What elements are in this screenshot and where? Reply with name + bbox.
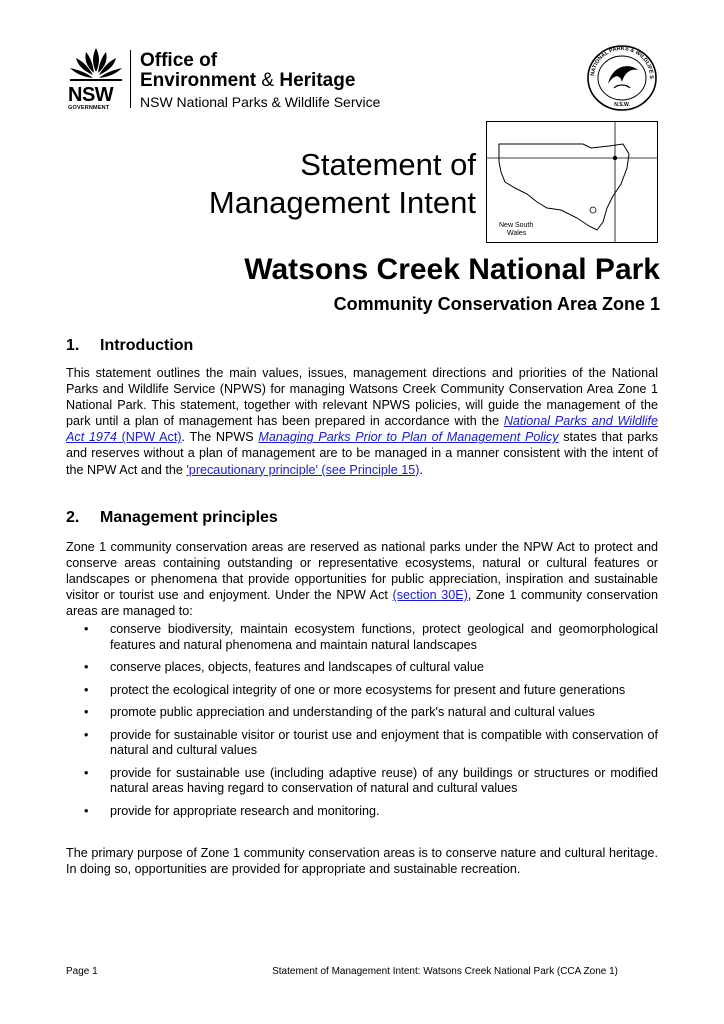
document-title: [209, 146, 476, 222]
org-name-environment: Environment: [140, 70, 262, 91]
section-heading-introduction: [66, 337, 193, 355]
npws-seal-logo: [584, 44, 660, 112]
section-number: 1.: [66, 337, 80, 354]
park-name: Watsons Creek National Park: [244, 253, 660, 286]
section-heading-management-principles: [66, 509, 278, 527]
list-item: • provide for sustainable visitor or tourist use and enjoyment that is compatible with conservation of natural and cultural values: [84, 728, 658, 759]
management-objectives-list: [84, 622, 658, 826]
primary-purpose-paragraph: The primary purpose of Zone 1 community conservation areas is to conserve nature and cultural heritage. In doing so, opportunities are provided for appropriate and sustainable recreation.: [66, 846, 658, 877]
map-caption-line1: New South: [499, 222, 534, 229]
intro-text: .: [419, 462, 423, 477]
map-caption: [499, 222, 533, 238]
precautionary-principle-link[interactable]: 'precautionary principle' (see Principle 15): [186, 462, 420, 477]
managing-parks-policy-link[interactable]: Managing Parks Prior to Plan of Management Policy: [258, 430, 559, 445]
section-30e-link[interactable]: (section 30E): [392, 588, 468, 603]
org-subtitle: NSW National Parks & Wildlife Service: [140, 94, 381, 110]
intro-text: states that parks and reserves without a plan of management are to be managed in a manner consistent with the intent of the NPW Act and the: [66, 430, 658, 477]
org-name-heritage: Heritage: [274, 70, 356, 91]
park-location-marker: [613, 156, 617, 160]
principles-text: , Zone 1 community conservation areas are managed to:: [66, 588, 659, 619]
waratah-icon: [66, 44, 126, 84]
section-title: Introduction: [100, 337, 194, 354]
section-number: 2.: [66, 509, 80, 526]
list-item: • protect the ecological integrity of one or more ecosystems for present and future generations: [84, 683, 658, 699]
nsw-wordmark: NSW: [68, 84, 114, 106]
seal-subtext: N.S.W.: [614, 102, 630, 108]
footer-document-title: Statement of Management Intent: Watsons Creek National Park (CCA Zone 1): [272, 966, 618, 977]
list-item: • promote public appreciation and understanding of the park's natural and cultural values: [84, 705, 658, 721]
location-map: [486, 121, 658, 243]
intro-text: . The NPWS: [181, 430, 259, 445]
list-item: • conserve biodiversity, maintain ecosystem functions, protect geological and geomorphological features and natural phenomena and maintain natural landscapes: [84, 622, 658, 653]
principles-text: Zone 1 community conservation areas are reserved as national parks under the NPW Act to protect and conserve areas containing outstanding or representative ecosystems, natural or cultural features or landscapes or phenomena that provide opportunities for public appreciation, inspiration and sustainable visitor or tourist use and enjoyment. Under the NPW Act: [66, 540, 658, 603]
list-item: • provide for appropriate research and monitoring.: [84, 804, 658, 820]
park-subtitle: Community Conservation Area Zone 1: [333, 294, 660, 314]
logo-divider: [130, 50, 131, 108]
management-principles-paragraph: [66, 539, 658, 619]
seal-text: NATIONAL PARKS & WILDLIFE S: [590, 45, 655, 79]
footer-page-number: Page 1: [66, 966, 98, 977]
org-name-line1: Office of: [140, 50, 218, 71]
nsw-government-logo: [66, 44, 426, 114]
map-caption-line2: Wales: [507, 230, 527, 237]
list-item: • conserve places, objects, features and landscapes of cultural value: [84, 660, 658, 676]
introduction-paragraph: [66, 365, 658, 478]
section-title: Management principles: [100, 509, 278, 526]
nsw-government-label: GOVERNMENT: [68, 105, 110, 111]
npw-act-link[interactable]: National Parks and Wildlife Act 1974: [66, 414, 658, 445]
npw-act-abbrev-link[interactable]: (NPW Act): [116, 430, 182, 445]
list-item: • provide for sustainable use (including adaptive reuse) of any buildings or structures or modified natural areas having regard to conservation of natural and cultural values: [84, 766, 658, 797]
intro-text: This statement outlines the main values, issues, management directions and priorities of the National Parks and Wildlife Service (NPWS) for managing Watsons Creek Community Conservation Area Zone 1 National Park. This statement, together with relevant NPWS policies, will guide the management of the park until a plan of management has been prepared in accordance with the: [66, 366, 658, 429]
document-title-line2: Management Intent: [208, 185, 476, 220]
org-name-line2: [140, 70, 355, 92]
org-name-ampersand: &: [261, 70, 275, 91]
document-title-line1: Statement of: [300, 147, 476, 182]
